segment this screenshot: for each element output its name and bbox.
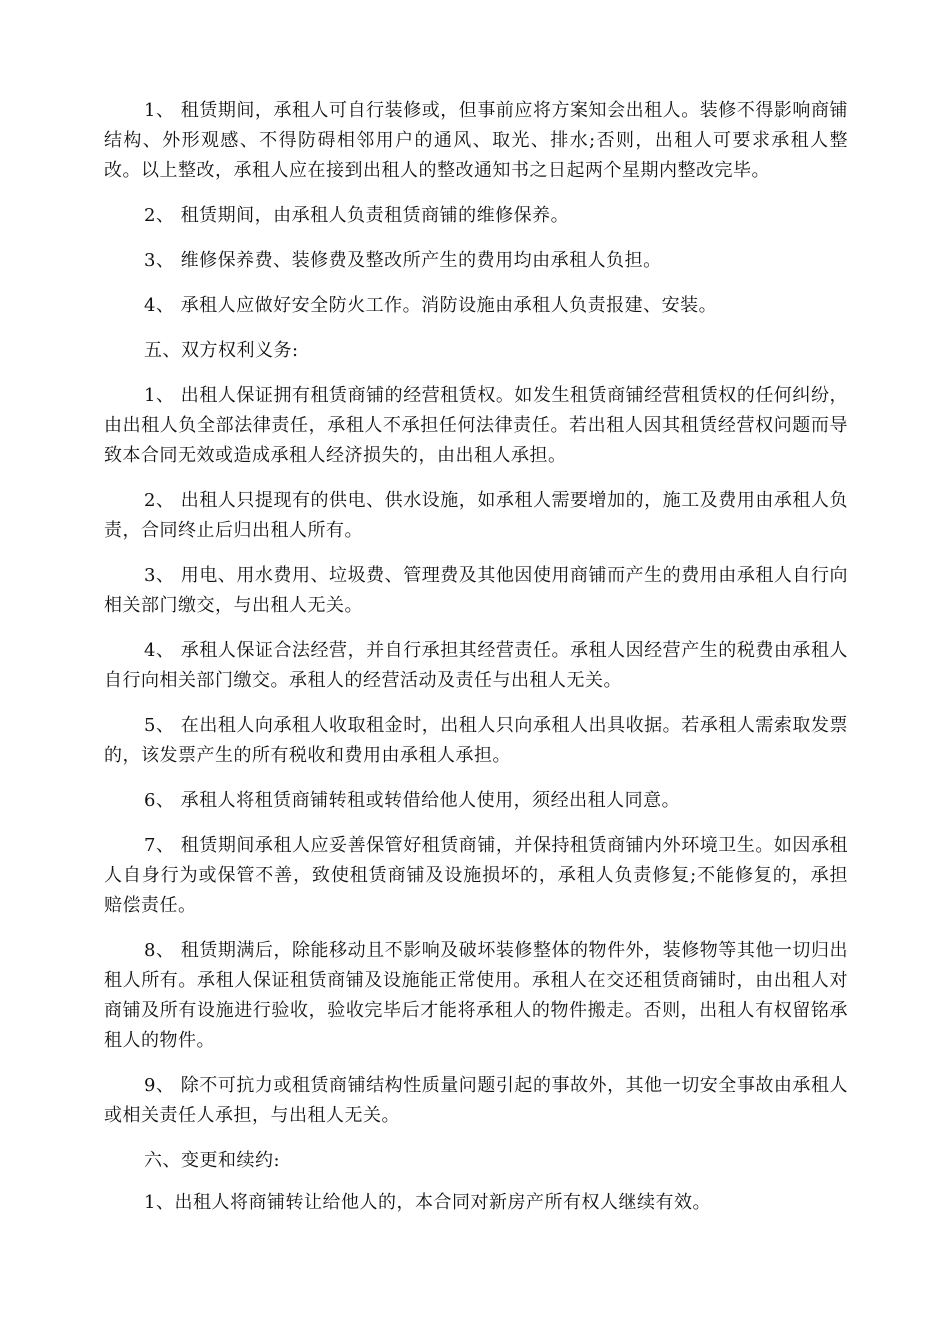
clause-lessor-rights: 1、 出租人保证拥有租赁商铺的经营租赁权。如发生租赁商铺经营租赁权的任何纠纷，由出租人负全部法律责任，承租人不承担任何法律责任。若出租人因其租赁经营权问题而导致本合同无效或造成承租人经济损失的，由出租人承担。: [104, 385, 848, 466]
clause-maintenance: 2、 租赁期间，由承租人负责租赁商铺的维修保养。: [144, 205, 570, 226]
clause-renovation: 1、 租赁期间，承租人可自行装修或，但事前应将方案知会出租人。装修不得影响商铺结构、外形观感、不得防碍相邻用户的通风、取光、排水;否则，出租人可要求承租人整改。以上整改，承租人应在接到出租人的整改通知书之日起两个星期内整改完毕。: [104, 100, 848, 181]
clause-utilities-facilities: 2、 出租人只提现有的供电、供水设施，如承租人需要增加的，施工及费用由承租人负责，合同终止后归出租人所有。: [104, 490, 848, 541]
clause-lease-expiry: 8、 租赁期满后，除能移动且不影响及破坏装修整体的物件外，装修物等其他一切归出租人所有。承租人保证租赁商铺及设施能正常使用。承租人在交还租赁商铺时，由出租人对商铺及所有设施进行验收，验收完毕后才能将承租人的物件搬走。否则，出租人有权留铭承租人的物件。: [104, 940, 848, 1051]
document-page: [104, 96, 848, 1233]
section-heading-change-renewal: 六、变更和续约:: [144, 1150, 281, 1171]
section-heading-rights-obligations: 五、双方权利义务:: [144, 340, 299, 361]
clause-fire-safety: 4、 承租人应做好安全防火工作。消防设施由承租人负责报建、安装。: [144, 295, 718, 316]
clause-legal-operation: 4、 承租人保证合法经营，并自行承担其经营责任。承租人因经营产生的税费由承租人自行向相关部门缴交。承租人的经营活动及责任与出租人无关。: [104, 640, 848, 691]
clause-utility-fees: 3、 用电、用水费用、垃圾费、管理费及其他因使用商铺而产生的费用由承租人自行向相关部门缴交，与出租人无关。: [104, 565, 848, 616]
clause-safety-accidents: 9、 除不可抗力或租赁商铺结构性质量问题引起的事故外，其他一切安全事故由承租人或相关责任人承担，与出租人无关。: [104, 1075, 848, 1126]
clause-transfer: 1、出租人将商铺转让给他人的，本合同对新房产所有权人继续有效。: [144, 1192, 711, 1213]
clause-sublease: 6、 承租人将租赁商铺转租或转借给他人使用，须经出租人同意。: [144, 790, 681, 811]
clause-receipt-invoice: 5、 在出租人向承租人收取租金时，出租人只向承租人出具收据。若承租人需索取发票的，该发票产生的所有税收和费用由承租人承担。: [104, 715, 848, 766]
clause-maintenance-cost: 3、 维修保养费、装修费及整改所产生的费用均由承租人负担。: [144, 250, 662, 271]
clause-safekeeping: 7、 租赁期间承租人应妥善保管好租赁商铺，并保持租赁商铺内外环境卫生。如因承租人自身行为或保管不善，致使租赁商铺及设施损坏的，承租人负责修复;不能修复的，承担赔偿责任。: [104, 835, 848, 916]
